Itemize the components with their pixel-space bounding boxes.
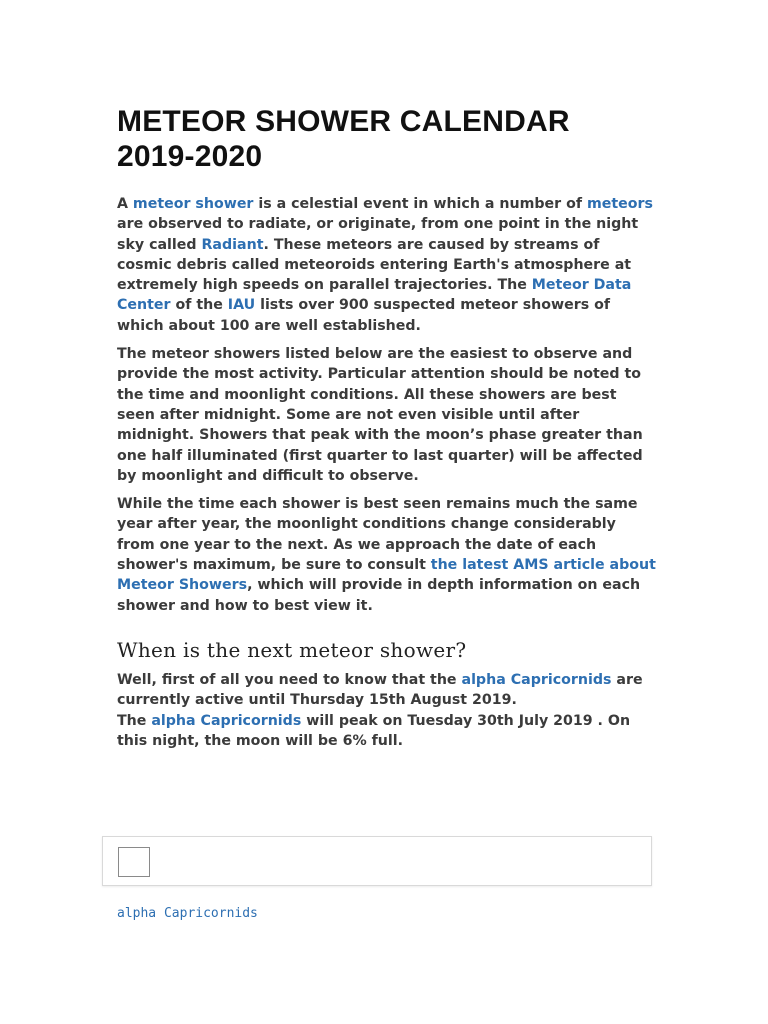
moonlight-paragraph: [117, 494, 657, 616]
meteor-shower-link[interactable]: meteor shower: [132, 196, 254, 212]
section-heading: When is the next meteor shower?: [117, 637, 467, 662]
embedded-widget-box: [102, 836, 652, 886]
moonlight-text-1: While the time each shower is best seen remains much the same year after year, the moonlight conditions change considerably from one year to the next. As we approach the date of each shower's maximum, be sure to consult: [117, 496, 638, 574]
next-shower-paragraph: [117, 670, 657, 751]
ams-article-link[interactable]: the latest AMS article about Meteor Showers: [117, 557, 656, 594]
meteors-link[interactable]: meteors: [586, 196, 653, 212]
iau-link[interactable]: IAU: [227, 297, 256, 314]
next-text-3: The: [117, 712, 152, 729]
intro-paragraph: [117, 194, 657, 336]
next-text-4: will peak on Tuesday 30th July 2019 . On this night, the moon will be 6% full.: [117, 712, 631, 749]
embed-placeholder-checkbox[interactable]: [118, 847, 150, 877]
next-text-1: Well, first of all you need to know that the: [117, 671, 462, 688]
page-title: [117, 104, 657, 174]
meteor-data-center-link[interactable]: Meteor Data Center: [117, 277, 632, 314]
observing-paragraph: The meteor showers listed below are the easiest to observe and provide the most activity. Particular attention should be noted to the time and moonlight conditions. All these showers are best seen after midnight. Some are not even visible until after midnight. Showers that peak with the moon’s phase greater than one half illuminated (first quarter to last quarter) will be affected by moonlight and difficult to observe.: [117, 346, 643, 484]
intro-text-6: lists over 900 suspected meteor showers of which about 100 are well established.: [117, 297, 611, 334]
radiant-link[interactable]: Radiant: [201, 236, 264, 253]
next-text-2: are currently active until Thursday 15th August 2019.: [117, 671, 643, 709]
alpha-capricornids-link-1[interactable]: alpha Capricornids: [461, 671, 612, 688]
title-line-2: 2019-2020: [117, 140, 263, 173]
intro-text-4: . These meteors are caused by streams of cosmic debris called meteoroids entering Earth's atmosphere at extremely high speeds on parallel trajectories. The: [117, 236, 632, 294]
intro-text-1: A: [117, 196, 133, 212]
intro-text-5: of the: [170, 297, 228, 314]
alpha-capricornids-link-2[interactable]: alpha Capricornids: [151, 712, 302, 729]
intro-text-3: are observed to radiate, or originate, from one point in the night sky called: [117, 216, 639, 253]
article: [117, 104, 657, 759]
alpha-capricornids-bottom-link[interactable]: alpha Capricornids: [117, 906, 258, 921]
moonlight-text-2: , which will provide in depth information on each shower and how to best view it.: [117, 577, 641, 614]
intro-text-2: is a celestial event in which a number of: [253, 196, 587, 212]
title-line-1: METEOR SHOWER CALENDAR: [117, 105, 570, 138]
